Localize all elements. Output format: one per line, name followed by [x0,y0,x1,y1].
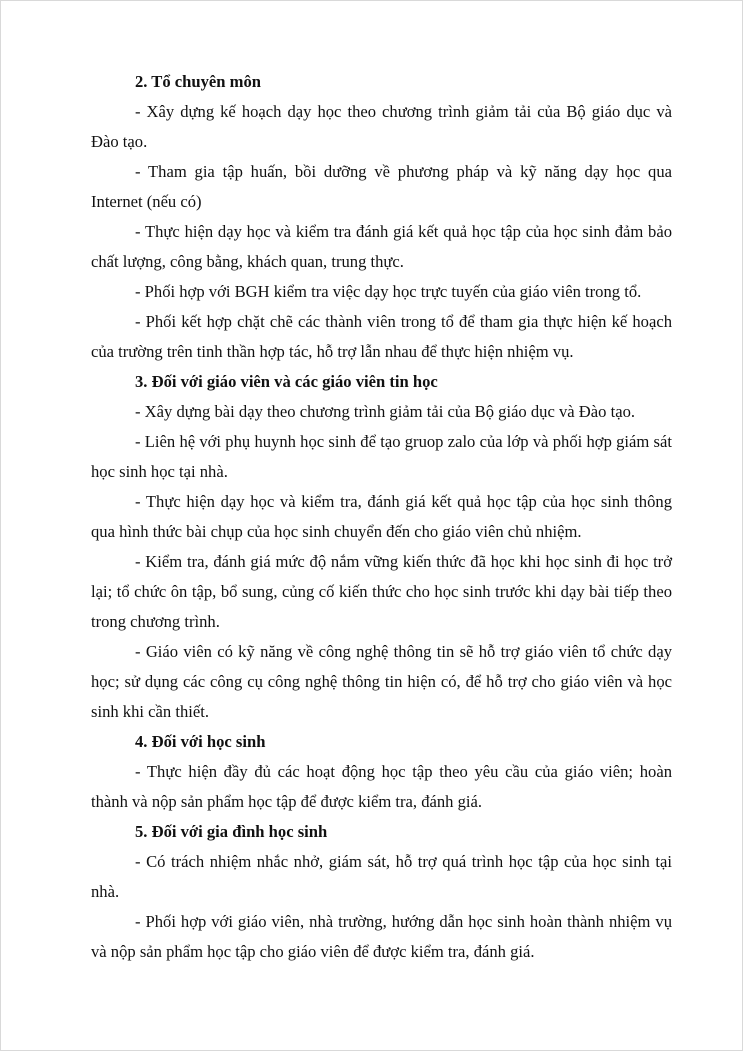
section-heading: 4. Đối với học sinh [135,732,266,751]
paragraph: - Thực hiện dạy học và kiểm tra, đánh giá kết quả học tập của học sinh thông qua hình thức bài chụp của học sinh chuyển đến cho giáo viên chủ nhiệm. [91,492,672,541]
paragraph: - Xây dựng kế hoạch dạy học theo chương trình giảm tải của Bộ giáo dục và Đào tạo. [91,102,672,151]
paragraph: - Kiểm tra, đánh giá mức độ nắm vững kiến thức đã học khi học sinh đi học trở lại; tổ chức ôn tập, bổ sung, củng cố kiến thức cho học sinh trước khi dạy bài tiếp theo trong chương trình. [91,552,672,631]
paragraph: - Xây dựng bài dạy theo chương trình giảm tải của Bộ giáo dục và Đào tạo. [135,402,636,421]
paragraph: - Phối hợp với giáo viên, nhà trường, hướng dẫn học sinh hoàn thành nhiệm vụ và nộp sản phẩm học tập cho giáo viên để được kiểm tra, đánh giá. [91,912,672,961]
document-body [91,67,672,967]
paragraph: - Thực hiện đầy đủ các hoạt động học tập theo yêu cầu của giáo viên; hoàn thành và nộp sản phẩm học tập để được kiểm tra, đánh giá. [91,762,672,811]
section-heading: 2. Tổ chuyên môn [135,72,262,91]
paragraph: - Liên hệ với phụ huynh học sinh để tạo gruop zalo của lớp và phối hợp giám sát học sinh học tại nhà. [91,432,672,481]
paragraph: - Thực hiện dạy học và kiểm tra đánh giá kết quả học tập của học sinh đảm bảo chất lượng, công bằng, khách quan, trung thực. [91,222,672,271]
section-heading: 5. Đối với gia đình học sinh [135,822,328,841]
paragraph: - Giáo viên có kỹ năng về công nghệ thông tin sẽ hỗ trợ giáo viên tổ chức dạy học; sử dụng các công cụ công nghệ thông tin hiện có, để hỗ trợ cho giáo viên và học sinh khi cần thiết. [91,642,672,721]
paragraph: - Có trách nhiệm nhắc nhở, giám sát, hỗ trợ quá trình học tập của học sinh tại nhà. [91,852,672,901]
section-heading: 3. Đối với giáo viên và các giáo viên tin học [135,372,438,391]
paragraph: - Phối kết hợp chặt chẽ các thành viên trong tổ để tham gia thực hiện kế hoạch của trường trên tinh thần hợp tác, hỗ trợ lẫn nhau để thực hiện nhiệm vụ. [91,312,672,361]
paragraph: - Tham gia tập huấn, bồi dưỡng về phương pháp và kỹ năng dạy học qua Internet (nếu có) [91,162,672,211]
paragraph: - Phối hợp với BGH kiểm tra việc dạy học trực tuyến của giáo viên trong tổ. [135,282,642,301]
